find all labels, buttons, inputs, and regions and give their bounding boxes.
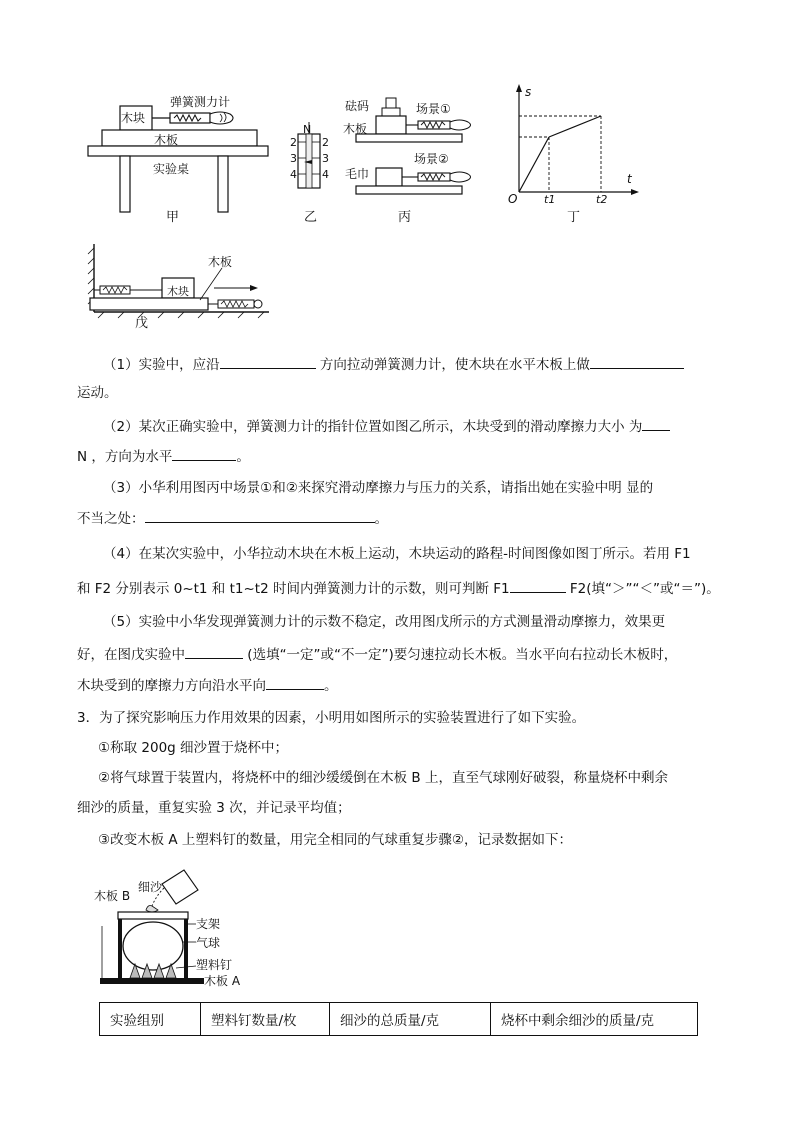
jia-table-label: 实验桌 (153, 162, 190, 176)
q-part-1-line: （1）实验中，应沿 方向拉动弹簧测力计，使木块在水平木板上做 (103, 354, 684, 375)
table-header-remaining-sand: 烧杯中剩余细沙的质量/克 (491, 1003, 698, 1036)
table-header-row (100, 1003, 698, 1036)
yi-scale-right-2: 2 (322, 136, 329, 149)
q1-blank-motion[interactable] (590, 354, 684, 369)
table-header-group: 实验组别 (100, 1003, 201, 1036)
wu-board-label: 木板 (208, 255, 233, 269)
jia-block-label: 木块 (121, 111, 146, 125)
q5-blank-friction-direction[interactable] (266, 675, 324, 690)
ding-st-graph (505, 82, 645, 207)
q3-blank-issue[interactable] (145, 508, 375, 523)
q2-blank-direction[interactable] (172, 446, 236, 461)
ding-y-axis-label: s (525, 85, 532, 99)
jia-apparatus-drawing (84, 100, 274, 215)
jia-caption: 甲 (166, 210, 180, 225)
bing-scene2-label: 场景② (414, 152, 449, 166)
bing-caption: 丙 (398, 210, 412, 225)
balloon-board-b-label: 木板 B (94, 889, 131, 903)
bing-towel-label: 毛巾 (345, 167, 370, 181)
table-header-nails: 塑料钉数量/枚 (201, 1003, 330, 1036)
q3-step-1: ①称取 200g 细沙置于烧杯中； (98, 740, 289, 756)
q-part-4-line-2: 和 F2 分别表示 0~t1 和 t1~t2 时间内弹簧测力计的示数，则可判断 F1 F2(填“＞”“＜”或“＝”)。 (77, 578, 720, 599)
results-table (99, 1002, 698, 1036)
q-part-3-line: （3）小华利用图丙中场景①和②来探究滑动摩擦力与压力的关系，请指出她在实验中明 显的 (103, 480, 654, 496)
wu-block-label: 木块 (167, 285, 189, 298)
q3-step-2-cont: 细沙的质量，重复实验 3 次，并记录平均值； (77, 800, 351, 816)
q4-blank-compare[interactable] (510, 578, 566, 593)
wu-caption: 戊 (135, 316, 149, 331)
q3-title: 3．为了探究影响压力作用效果的因素，小明用如图所示的实验装置进行了如下实验。 (77, 710, 586, 726)
yi-scale-left-4: 4 (290, 168, 297, 181)
q-part-5-line-3: 木块受到的摩擦力方向沿水平向 。 (77, 675, 338, 696)
q-part-2-line: （2）某次正确实验中，弹簧测力计的指针位置如图乙所示，木块受到的滑动摩擦力大小 为 (103, 416, 670, 437)
bing-weight-label: 砝码 (345, 99, 370, 113)
balloon-nails-label: 塑料钉 (196, 958, 233, 972)
ding-x-axis-label: t (627, 172, 632, 186)
q-part-1-line-2: 运动。 (77, 385, 118, 401)
table-header-total-sand: 细沙的总质量/克 (330, 1003, 491, 1036)
ding-caption: 丁 (567, 210, 581, 225)
balloon-balloon-label: 气球 (196, 936, 221, 950)
ding-origin-label: O (508, 192, 518, 206)
yi-unit-label: N (303, 123, 312, 136)
q-part-2-line-2: N ，方向为水平 。 (77, 446, 250, 467)
balloon-board-a-label: 木板 A (204, 974, 241, 988)
ding-t2-label: t2 (596, 193, 608, 206)
q1-blank-direction[interactable] (220, 354, 316, 369)
balloon-sand-label: 细沙 (138, 880, 163, 894)
q-part-5-line-2: 好，在图戊实验中 (选填“一定”或“不一定”)要匀速拉动长木板。当水平向右拉动长木板时， (77, 644, 677, 665)
q5-blank-uniform[interactable] (185, 644, 243, 659)
jia-meter-label: 弹簧测力计 (170, 95, 231, 109)
q2-blank-friction[interactable] (642, 416, 670, 431)
yi-caption: 乙 (304, 210, 318, 225)
yi-scale-left-2: 2 (290, 136, 297, 149)
yi-scale-left-3: 3 (290, 152, 297, 165)
q3-step-2: ②将气球置于装置内，将烧杯中的细沙缓缓倒在木板 B 上，直至气球刚好破裂，称量烧杯中剩余 (98, 770, 668, 786)
bing-board-label: 木板 (343, 122, 368, 136)
q-part-4-line: （4）在某次实验中，小华拉动木块在木板上运动，木块运动的路程-时间图像如图丁所示。若用 F1 (103, 546, 691, 562)
ding-t1-label: t1 (544, 193, 556, 206)
yi-scale-right-4: 4 (322, 168, 329, 181)
bing-scene1-label: 场景① (416, 102, 451, 116)
q-part-5-line: （5）实验中小华发现弹簧测力计的示数不稳定，改用图戊所示的方式测量滑动摩擦力，效果更 (103, 614, 666, 630)
jia-board-label: 木板 (154, 133, 179, 147)
q3-step-3: ③改变木板 A 上塑料钉的数量，用完全相同的气球重复步骤②，记录数据如下： (98, 832, 573, 848)
yi-scale-right-3: 3 (322, 152, 329, 165)
balloon-support-label: 支架 (196, 917, 221, 931)
wu-apparatus-drawing (84, 240, 274, 320)
q-part-3-line-2: 不当之处： 。 (77, 508, 388, 529)
